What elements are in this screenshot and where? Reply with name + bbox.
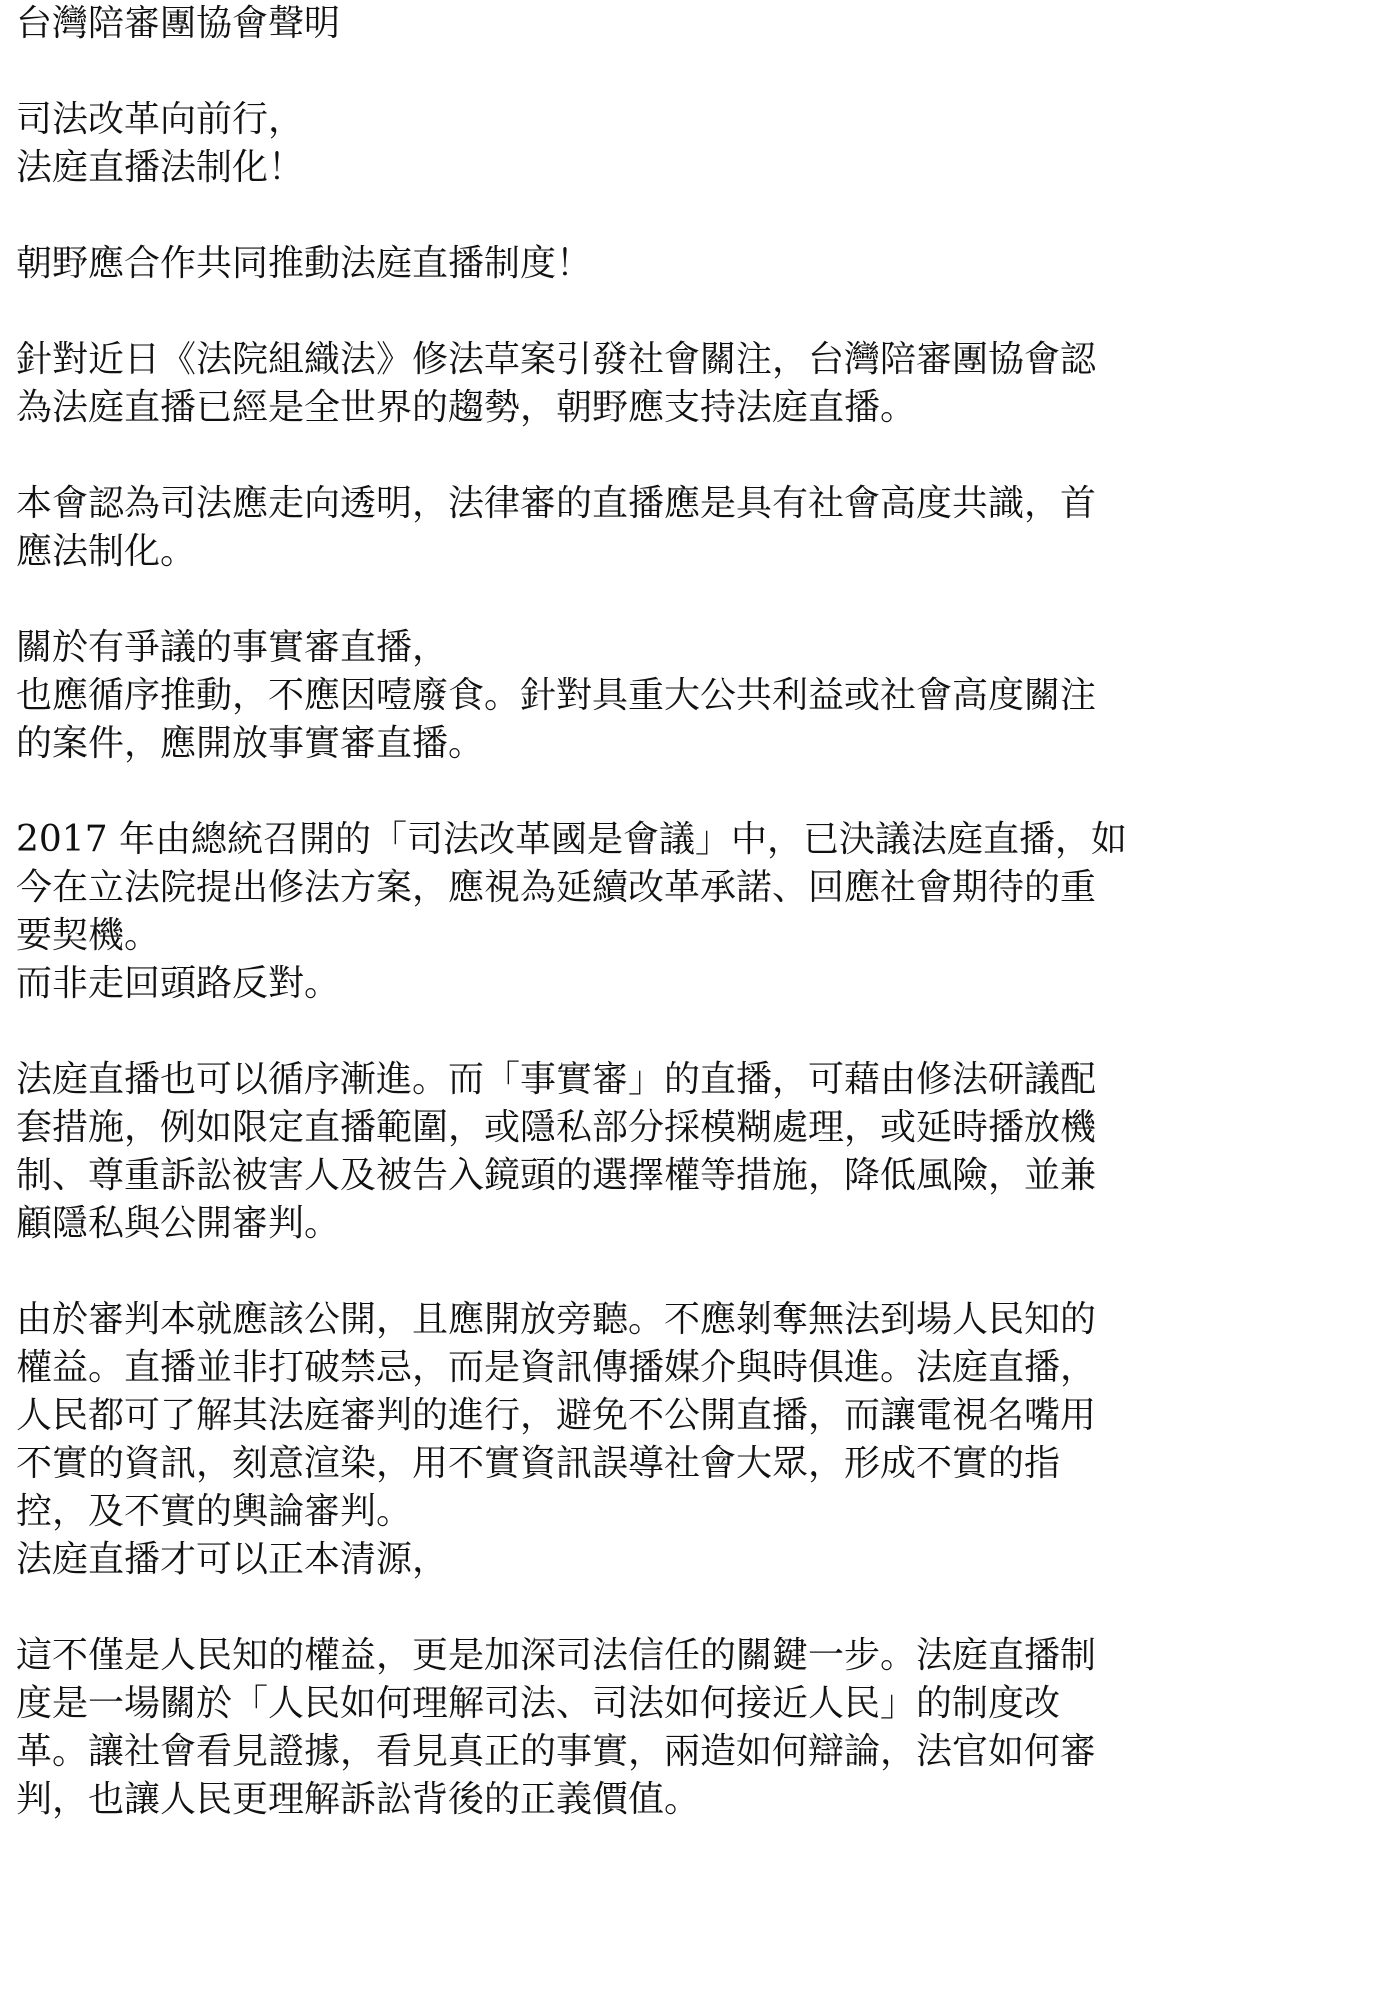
blank-line (16, 1008, 1386, 1056)
paragraph-2 (16, 480, 1386, 576)
text-line: 今在立法院提出修法方案，應視為延續改革承諾、回應社會期待的重 (16, 867, 1097, 908)
text-line: 權益。直播並非打破禁忌，而是資訊傳播媒介與時俱進。法庭直播， (16, 1347, 1097, 1388)
statement-document (16, 0, 1386, 1824)
text-line: 這不僅是人民知的權益，更是加深司法信任的關鍵一步。法庭直播制 (16, 1635, 1097, 1676)
paragraph-1 (16, 336, 1386, 432)
call-to-action: 朝野應合作共同推動法庭直播制度！ (16, 243, 593, 284)
text-line: 套措施，例如限定直播範圍，或隱私部分採模糊處理，或延時播放機 (16, 1107, 1097, 1148)
blank-line (16, 288, 1386, 336)
blank-line (16, 768, 1386, 816)
text-line: 革。讓社會看見證據，看見真正的事實，兩造如何辯論，法官如何審 (16, 1731, 1097, 1772)
text-line: 制、尊重訴訟被害人及被告入鏡頭的選擇權等措施，降低風險，並兼 (16, 1155, 1097, 1196)
blank-line (16, 576, 1386, 624)
paragraph-3 (16, 624, 1386, 768)
text-line: 而非走回頭路反對。 (16, 963, 341, 1004)
text-line: 法庭直播也可以循序漸進。而「事實審」的直播，可藉由修法研議配 (16, 1059, 1097, 1100)
text-line: 要契機。 (16, 915, 161, 956)
text-line: 為法庭直播已經是全世界的趨勢，朝野應支持法庭直播。 (16, 387, 917, 428)
text-line: 度是一場關於「人民如何理解司法、司法如何接近人民」的制度改 (16, 1683, 1061, 1724)
blank-line (16, 1248, 1386, 1296)
slogan-block (16, 96, 1386, 192)
paragraph-5 (16, 1056, 1386, 1248)
document-title: 台灣陪審團協會聲明 (16, 3, 341, 44)
text-line: 顧隱私與公開審判。 (16, 1203, 341, 1244)
text-line: 法庭直播才可以正本清源， (16, 1539, 449, 1580)
text-line: 控，及不實的輿論審判。 (16, 1491, 413, 1532)
text-line: 關於有爭議的事實審直播， (16, 627, 449, 668)
paragraph-7 (16, 1632, 1386, 1824)
slogan-line: 法庭直播法制化！ (16, 147, 305, 188)
text-line: 本會認為司法應走向透明，法律審的直播應是具有社會高度共識，首 (16, 483, 1097, 524)
paragraph-4 (16, 816, 1386, 1008)
blank-line (16, 432, 1386, 480)
blank-line (16, 48, 1386, 96)
text-line: 不實的資訊，刻意渲染，用不實資訊誤導社會大眾，形成不實的指 (16, 1443, 1061, 1484)
paragraph-6 (16, 1296, 1386, 1584)
text-line: 由於審判本就應該公開，且應開放旁聽。不應剝奪無法到場人民知的 (16, 1299, 1097, 1340)
blank-line (16, 1584, 1386, 1632)
blank-line (16, 192, 1386, 240)
text-line: 2017 年由總統召開的「司法改革國是會議」中，已決議法庭直播，如 (16, 819, 1128, 860)
text-line: 人民都可了解其法庭審判的進行，避免不公開直播，而讓電視名嘴用 (16, 1395, 1097, 1436)
text-line: 也應循序推動，不應因噎廢食。針對具重大公共利益或社會高度關注 (16, 675, 1097, 716)
text-line: 判，也讓人民更理解訴訟背後的正義價值。 (16, 1779, 701, 1820)
text-line: 針對近日《法院組織法》修法草案引發社會關注，台灣陪審團協會認 (16, 339, 1097, 380)
text-line: 應法制化。 (16, 531, 197, 572)
slogan-line: 司法改革向前行， (16, 99, 305, 140)
text-line: 的案件，應開放事實審直播。 (16, 723, 485, 764)
